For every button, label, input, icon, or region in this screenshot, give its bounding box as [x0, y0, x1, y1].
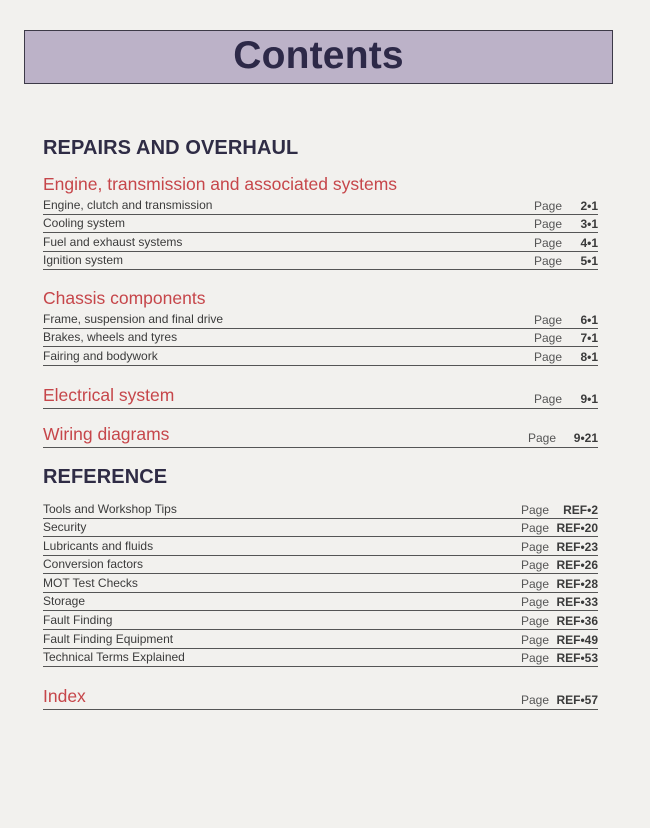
toc-row-ignition[interactable]: [43, 250, 598, 270]
group-heading-index: Index: [43, 686, 86, 706]
toc-row-mot[interactable]: [43, 573, 598, 593]
toc-page-ref: Page 5•1: [533, 253, 598, 268]
toc-label: Cooling system: [43, 215, 126, 230]
toc-row-storage[interactable]: [43, 591, 598, 611]
toc-label: Fuel and exhaust systems: [43, 234, 183, 249]
toc-row-engine-clutch[interactable]: [43, 195, 598, 215]
toc-page-ref: Page REF•28: [520, 576, 598, 591]
toc-label: Fault Finding: [43, 612, 113, 627]
toc-page-ref: Page 9•21: [527, 431, 598, 445]
toc-row-tools[interactable]: [43, 499, 598, 519]
toc-page-ref: Page REF•57: [520, 693, 598, 707]
toc-label: Frame, suspension and final drive: [43, 311, 224, 326]
toc-row-brakes[interactable]: [43, 327, 598, 347]
contents-title-banner: [24, 30, 613, 84]
toc-page-ref: Page REF•2: [520, 502, 598, 517]
toc-page-ref: Page REF•20: [520, 520, 598, 535]
group-heading-engine: Engine, transmission and associated systems: [43, 174, 398, 194]
toc-label: Technical Terms Explained: [43, 649, 185, 664]
toc-row-conversion[interactable]: [43, 554, 598, 574]
toc-page-ref: Page REF•53: [520, 650, 598, 665]
toc-page-ref: Page 7•1: [533, 330, 598, 345]
toc-row-technical-terms[interactable]: [43, 647, 598, 667]
toc-page-ref: Page REF•49: [520, 632, 598, 647]
toc-page-ref: Page REF•26: [520, 557, 598, 572]
toc-row-electrical[interactable]: [43, 384, 598, 409]
toc-row-security[interactable]: [43, 517, 598, 537]
page-title: Contents: [233, 34, 404, 77]
toc-label: Fairing and bodywork: [43, 348, 158, 363]
section-heading-reference: REFERENCE: [43, 466, 168, 488]
toc-row-fault-finding[interactable]: [43, 610, 598, 630]
toc-page-ref: Page REF•23: [520, 539, 598, 554]
toc-label: MOT Test Checks: [43, 575, 138, 590]
toc-label: Fault Finding Equipment: [43, 631, 174, 646]
toc-page-ref: Page 6•1: [533, 312, 598, 327]
toc-page-ref: Page 8•1: [533, 349, 598, 364]
toc-label: Conversion factors: [43, 556, 144, 571]
toc-label: Lubricants and fluids: [43, 538, 154, 553]
toc-page-ref: Page REF•36: [520, 613, 598, 628]
toc-page-ref: Page 2•1: [533, 198, 598, 213]
toc-label: Ignition system: [43, 252, 124, 267]
toc-page-ref: Page 3•1: [533, 216, 598, 231]
toc-page-ref: Page 9•1: [533, 392, 598, 406]
toc-label: Storage: [43, 593, 86, 608]
section-heading-repairs: REPAIRS AND OVERHAUL: [43, 137, 299, 159]
group-heading-electrical: Electrical system: [43, 385, 175, 405]
toc-label: Brakes, wheels and tyres: [43, 329, 178, 344]
toc-row-frame[interactable]: [43, 309, 598, 329]
toc-row-cooling[interactable]: [43, 213, 598, 233]
toc-label: Security: [43, 519, 87, 534]
toc-row-fault-equipment[interactable]: [43, 629, 598, 649]
toc-row-fairing[interactable]: [43, 346, 598, 366]
toc-row-lubricants[interactable]: [43, 536, 598, 556]
toc-label: Tools and Workshop Tips: [43, 501, 177, 516]
group-heading-chassis: Chassis components: [43, 288, 206, 308]
toc-page-ref: Page 4•1: [533, 235, 598, 250]
toc-label: Engine, clutch and transmission: [43, 197, 213, 212]
toc-row-wiring[interactable]: [43, 423, 598, 448]
toc-row-index[interactable]: [43, 685, 598, 710]
toc-row-fuel-exhaust[interactable]: [43, 232, 598, 252]
group-heading-wiring: Wiring diagrams: [43, 424, 170, 444]
toc-page-ref: Page REF•33: [520, 594, 598, 609]
